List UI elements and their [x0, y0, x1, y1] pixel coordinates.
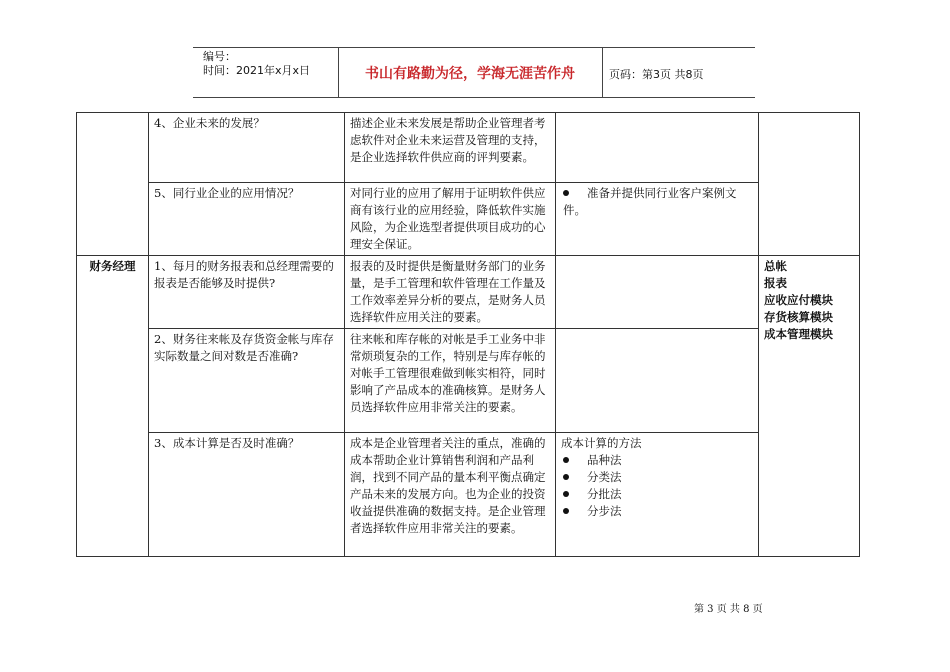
note-cell — [556, 329, 759, 433]
date-label: 时间：2021年x月x日 — [203, 64, 311, 77]
list-item — [561, 469, 753, 486]
bullet-icon — [563, 508, 569, 514]
note-text: 准备并提供同行业客户案例文件。 — [563, 186, 737, 217]
list-item — [561, 185, 753, 219]
list-item — [561, 503, 753, 520]
role-cell: 财务经理 — [77, 256, 149, 557]
question-cell: 1、每月的财务报表和总经理需要的报表是否能够及时提供? — [149, 256, 345, 329]
question-cell: 2、财务往来帐及存货资金帐与库存实际数量之间对数是否准确? — [149, 329, 345, 433]
table-row — [77, 113, 860, 183]
bullet-icon — [563, 190, 569, 196]
question-cell: 4、企业未来的发展？ — [149, 113, 345, 183]
table-row — [77, 433, 860, 557]
method-text: 分类法 — [587, 470, 622, 484]
header-page-info: 页码：第3页 共8页 — [609, 68, 704, 81]
list-item — [561, 486, 753, 503]
page-footer: 第 3 页 共 8 页 — [694, 604, 763, 615]
method-text: 分批法 — [587, 487, 622, 501]
method-text: 分步法 — [587, 504, 622, 518]
number-label: 编号： — [203, 50, 236, 63]
modules-cell — [759, 256, 860, 557]
table-row — [77, 183, 860, 256]
note-cell — [556, 433, 759, 557]
note-cell — [556, 113, 759, 183]
role-cell-empty — [77, 113, 149, 256]
list-item — [561, 452, 753, 469]
header-divider — [602, 48, 603, 97]
modules-cell-empty — [759, 113, 860, 256]
table-row — [77, 256, 860, 329]
bullet-icon — [563, 491, 569, 497]
question-cell: 5、同行业企业的应用情况？ — [149, 183, 345, 256]
header-motto: 书山有路勤为径，学海无涯苦作舟 — [365, 66, 575, 82]
page-header — [193, 47, 755, 98]
description-cell: 成本是企业管理者关注的重点，准确的成本帮助企业计算销售利润和产品利润，找到不同产品的量本利平衡点确定产品未来的发展方向。也为企业的投资收益提供准确的数据支持。是企业管理者选择软件应用非常关注的要素。 — [345, 433, 556, 557]
question-cell: 3、成本计算是否及时准确？ — [149, 433, 345, 557]
requirements-table — [76, 112, 860, 557]
methods-title: 成本计算的方法 — [561, 436, 642, 450]
module-item: 报表 — [764, 276, 787, 290]
bullet-icon — [563, 457, 569, 463]
bullet-icon — [563, 474, 569, 480]
description-cell: 报表的及时提供是衡量财务部门的业务量，是手工管理和软件管理在工作量及工作效率差异分析的要点，是财务人员选择软件应用关注的要素。 — [345, 256, 556, 329]
description-cell: 往来帐和库存帐的对帐是手工业务中非常烦琐复杂的工作，特别是与库存帐的对帐手工管理很难做到帐实相符，同时影响了产品成本的准确核算。是财务人员选择软件应用非常关注的要素。 — [345, 329, 556, 433]
header-left — [203, 50, 310, 78]
note-cell — [556, 256, 759, 329]
table-row — [77, 329, 860, 433]
description-cell: 描述企业未来发展是帮助企业管理者考虑软件对企业未来运营及管理的支持，是企业选择软件供应商的评判要素。 — [345, 113, 556, 183]
description-cell: 对同行业的应用了解用于证明软件供应商有该行业的应用经验，降低软件实施风险，为企业选型者提供项目成功的心理安全保证。 — [345, 183, 556, 256]
module-item: 成本管理模块 — [764, 327, 833, 341]
module-item: 存货核算模块 — [764, 310, 833, 324]
module-item: 总帐 — [764, 259, 787, 273]
note-cell — [556, 183, 759, 256]
module-item: 应收应付模块 — [764, 293, 833, 307]
method-text: 品种法 — [587, 453, 622, 467]
